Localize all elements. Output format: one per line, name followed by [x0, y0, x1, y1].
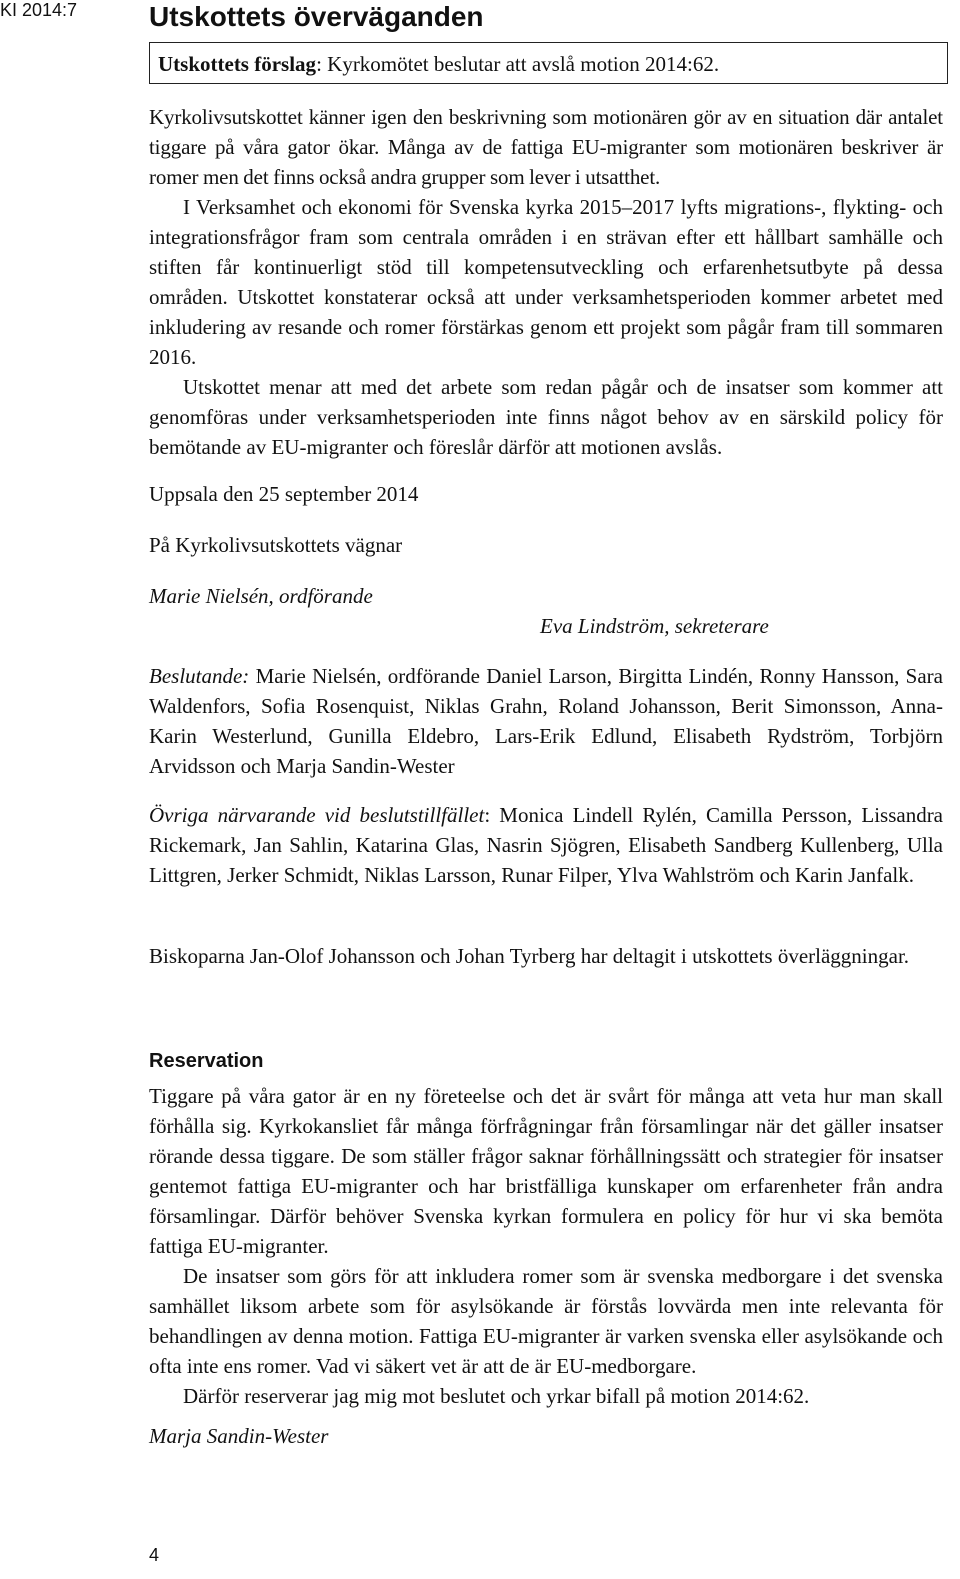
paragraph [149, 800, 943, 890]
others-names: : Monica Lindell Rylén, Camilla Persson, Lissandra Rickemark, Jan Sahlin, Katarina Glas, Nasrin Sjögren, Elisabeth Sandberg Kullenberg, Ulla Littgren, Jerker Schmidt, Niklas Larsson, Runar Filper, Ylva Wahlström och Karin Janfalk. [149, 803, 944, 887]
proposal-label: Utskottets förslag [158, 52, 317, 76]
reservation-heading: Reservation [149, 1050, 264, 1072]
paragraph: I Verksamhet och ekonomi för Svenska kyrka 2015–2017 lyfts migrations-, flykting- och integrationsfrågor fram som centrala områden i en strävan efter ett hållbart samhälle och stiften får kontinuerligt stöd till kompetensutveckling och erfarenhetsutbyte på dessa områden. Utskottet konstaterar också att under verksamhetsperioden kommer arbetet med inkludering av resande och romer förstärkas genom ett projekt som pågår fram till sommaren 2016. [149, 195, 943, 369]
section-heading: Utskottets överväganden [149, 1, 484, 32]
other-attendees [149, 800, 943, 890]
paragraph [149, 661, 943, 781]
secretary-signature: Eva Lindström, sekreterare [540, 614, 769, 638]
reservation-signer: Marja Sandin-Wester [149, 1424, 329, 1448]
paragraph: Biskoparna Jan-Olof Johansson och Johan Tyrberg har deltagit i utskottets överläggningar. [149, 944, 910, 968]
paragraph: Utskottet menar att med det arbete som redan pågår och de insatser som kommer att genomföras under verksamhetsperioden inte finns något behov av en särskild policy för bemötande av EU-migranter och föreslår därför att motionen avslås. [149, 375, 943, 459]
paragraph: De insatser som görs för att inkludera romer som är svenska medborgare i det svenska samhället liksom arbete som för asylsökande är förstås lovvärda men inte relevanta för behandlingen av denna motion. Fattiga EU-migranter är varken svenska eller asylsökande och ofta inte ens romer. Vad vi säkert vet är att de är EU-medborgare. [149, 1264, 943, 1378]
bishops-note [149, 941, 943, 971]
chair-signature: Marie Nielsén, ordförande [149, 584, 373, 608]
considerations-text [149, 102, 943, 462]
paragraph: Därför reserverar jag mig mot beslutet och yrkar bifall på motion 2014:62. [183, 1384, 810, 1408]
paragraph: Kyrkolivsutskottet känner igen den beskrivning som motionären gör av en situation där antalet tiggare på våra gator ökar. Många av de fattiga EU-migranter som motionären beskriver är romer men det finns också andra grupper som lever i utsatthet. [149, 105, 943, 189]
document-code: KI 2014:7 [0, 0, 78, 20]
decision-names: Marie Nielsén, ordförande Daniel Larson, Birgitta Lindén, Ronny Hansson, Sara Waldenfors, Sofia Rosenquist, Niklas Grahn, Roland Johansson, Berit Simonsson, Anna-Karin Westerlund, Gunilla Eldebro, Lars-Erik Edlund, Elisabeth Rydström, Torbjörn Arvidsson och Marja Sandin-Wester [149, 664, 943, 778]
decision-makers [149, 661, 943, 781]
proposal-text: : Kyrkomötet beslutar att avslå motion 2014:62. [316, 52, 720, 76]
on-behalf-line: På Kyrkolivsutskottets vägnar [149, 533, 403, 557]
others-label: Övriga närvarande vid beslutstillfället [149, 803, 485, 827]
decision-label: Beslutande: [149, 664, 250, 688]
place-date: Uppsala den 25 september 2014 [149, 482, 419, 506]
reservation-text [149, 1081, 943, 1411]
paragraph: Tiggare på våra gator är en ny företeelse och det är svårt för många att veta hur man skall förhålla sig. Kyrkokansliet får många förfrågningar från församlingar när det gäller insatser rörande dessa tiggare. De som ställer frågor saknar förhållningssätt och strategier för insatser gentemot fattiga EU-migranter och har bristfälliga kunskaper om erfarenheter från andra församlingar. Därför behöver Svenska kyrkan formulera en policy för hur vi ska bemöta fattiga EU-migranter. [149, 1084, 943, 1258]
page-number: 4 [149, 1545, 160, 1565]
proposal-box [149, 42, 948, 84]
